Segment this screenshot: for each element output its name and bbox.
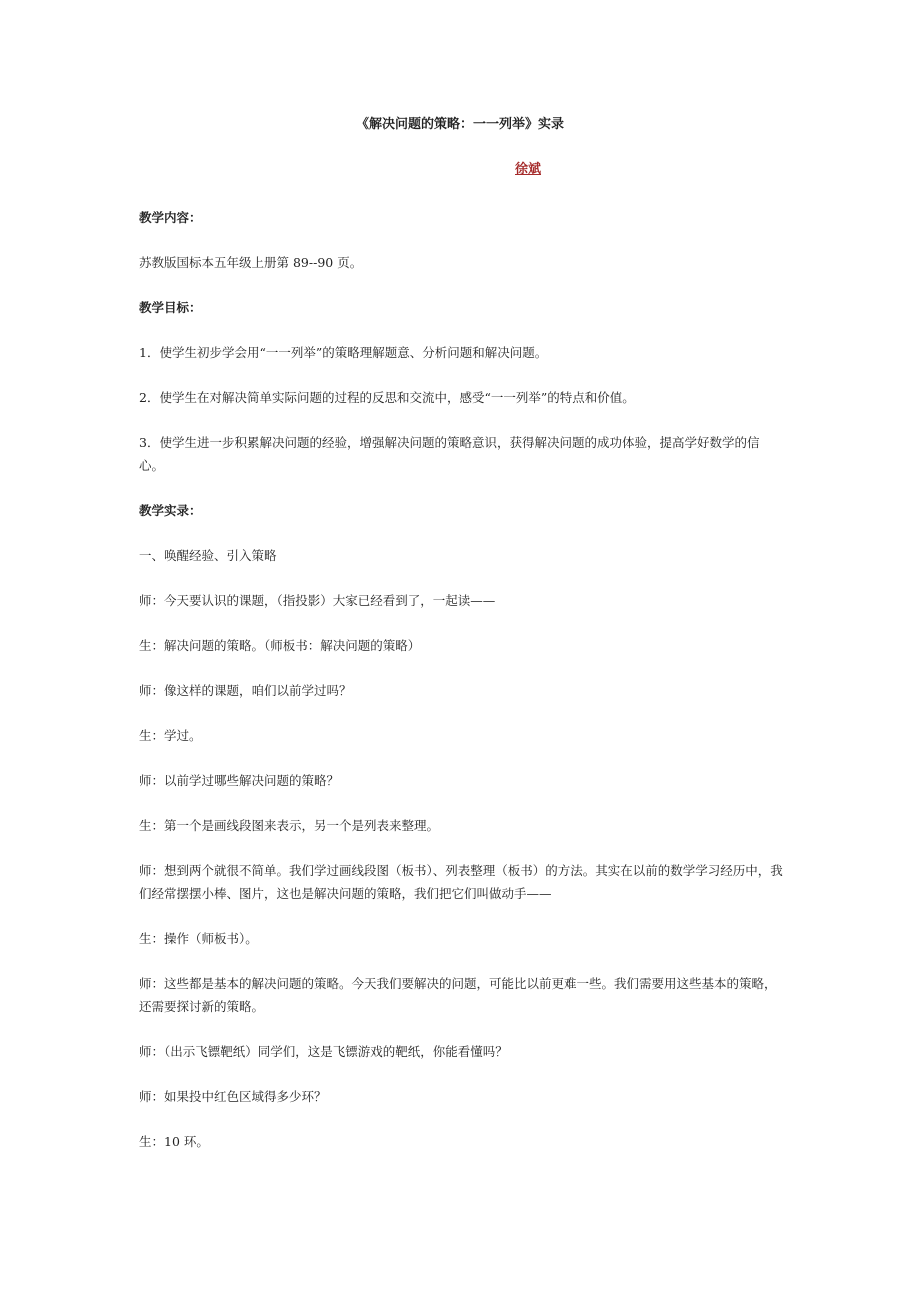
paragraph: 3．使学生进一步积累解决问题的经验，增强解决问题的策略意识，获得解决问题的成功体验，提高学好数学的信心。	[139, 435, 760, 473]
paragraph: 师：这些都是基本的解决问题的策略。今天我们要解决的问题，可能比以前更难一些。我们需要用这些基本的策略，还需要探讨新的策略。	[139, 976, 777, 1014]
paragraph: 师：如果投中红色区域得多少环？	[139, 1089, 327, 1104]
document-title: 《解决问题的策略：一一列举》实录	[355, 117, 564, 132]
paragraph: 师：像这样的课题，咱们以前学过吗？	[139, 683, 352, 698]
paragraph: 生：10 环。	[139, 1134, 209, 1149]
paragraph: 生：学过。	[139, 728, 202, 743]
paragraph: 一、唤醒经验、引入策略	[139, 548, 277, 563]
section-heading-record: 教学实录：	[139, 503, 202, 518]
paragraph: 师：以前学过哪些解决问题的策略？	[139, 773, 340, 788]
section-heading-content: 教学内容：	[139, 210, 202, 225]
author-name: 徐斌	[515, 162, 542, 177]
paragraph: 苏教版国标本五年级上册第 89--90 页。	[139, 255, 363, 270]
paragraph: 生：解决问题的策略。（师板书：解决问题的策略）	[139, 638, 421, 653]
paragraph: 生：第一个是画线段图来表示，另一个是列表来整理。	[139, 818, 440, 833]
paragraph: 1．使学生初步学会用“一一列举”的策略理解题意、分析问题和解决问题。	[139, 345, 548, 360]
document-body	[139, 206, 784, 1175]
paragraph: 师：今天要认识的课题，（指投影）大家已经看到了，一起读——	[139, 593, 496, 608]
paragraph: 师：想到两个就很不简单。我们学过画线段图（板书）、列表整理（板书）的方法。其实在以前的数学学习经历中，我们经常摆摆小棒、图片，这也是解决问题的策略，我们把它们叫做动手——	[139, 863, 783, 901]
section-heading-goals: 教学目标：	[139, 300, 202, 315]
paragraph: 师：（出示飞镖靶纸）同学们，这是飞镖游戏的靶纸，你能看懂吗？	[139, 1044, 508, 1059]
paragraph: 生：操作（师板书）。	[139, 931, 258, 946]
paragraph: 2．使学生在对解决简单实际问题的过程的反思和交流中，感受“一一列举”的特点和价值。	[139, 390, 635, 405]
